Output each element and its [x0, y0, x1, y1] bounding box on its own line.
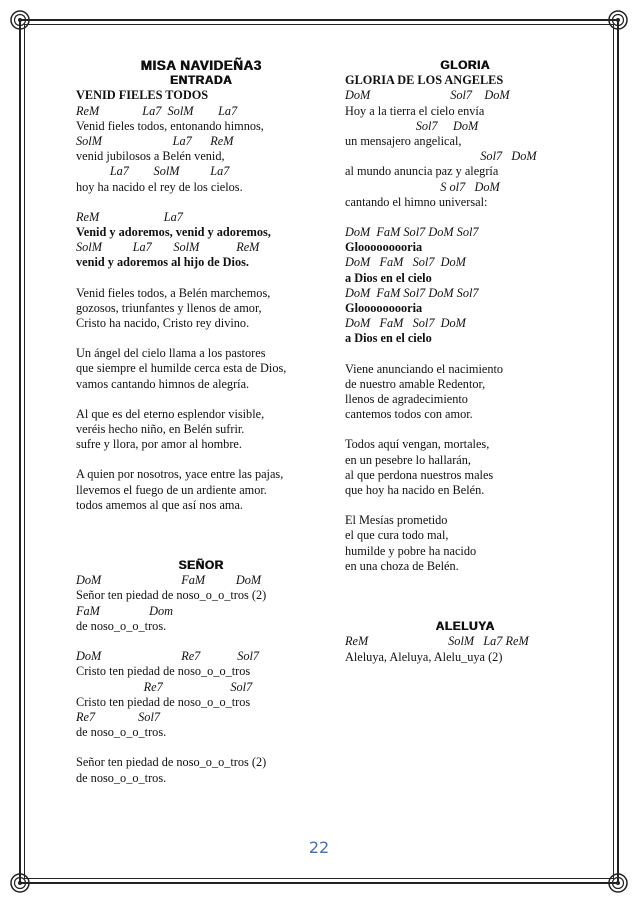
lyric-line: Cristo ten piedad de noso_o_o_tros: [76, 664, 251, 679]
lyric-line: de noso_o_o_tros.: [76, 618, 167, 633]
lyric-line: el que cura todo mal,: [345, 528, 449, 543]
lyric-line: llenos de agradecimiento: [345, 392, 468, 407]
lyric-line-bold: Glooooooooria: [345, 240, 423, 255]
lyric-line: Aleluya, Aleluya, Alelu_uya (2): [345, 649, 503, 664]
lyric-line: llevemos el fuego de un ardiente amor.: [76, 482, 267, 497]
chord-line: FaM Dom: [76, 603, 174, 618]
corner-ornament-icon: [607, 872, 629, 894]
lyric-line: Todos aquí vengan, mortales,: [345, 437, 490, 452]
lyric-line: que hoy ha nacido en Belén.: [345, 483, 485, 498]
lyric-line: A quien por nosotros, yace entre las pajas,: [76, 467, 284, 482]
stanzas-block: [76, 286, 326, 513]
corner-ornament-icon: [9, 9, 31, 31]
lyric-line: Un ángel del cielo llama a los pastores: [76, 346, 266, 361]
lyric-line: Hoy a la tierra el cielo envía: [345, 103, 485, 118]
corner-ornament-icon: [607, 9, 629, 31]
lyric-line-bold: Glooooooooria: [345, 301, 423, 316]
chord-line: DoM FaM Sol7 DoM Sol7: [345, 225, 479, 240]
lyric-line: un mensajero angelical,: [345, 134, 462, 149]
lyric-line: sufre y llora, por amor al hombre.: [76, 437, 242, 452]
left-column: [76, 58, 326, 786]
lyric-line: al que perdona nuestros males: [345, 467, 494, 482]
lyric-line: veréis hecho niño, en Belén sufrir.: [76, 422, 245, 437]
chord-line: ReM La7 SolM La7: [76, 103, 238, 118]
senor-lyrics: [76, 573, 326, 785]
lyric-line: Al que es del eterno esplendor visible,: [76, 406, 265, 421]
chord-line: ReM La7: [76, 209, 183, 224]
lyric-line: Cristo ha nacido, Cristo rey divino.: [76, 316, 250, 331]
aleluya-lyrics: [345, 634, 585, 664]
chorus-block: [76, 210, 326, 271]
song-title: VENID FIELES TODOS: [76, 88, 209, 103]
lyric-line: todos amemos al que así nos ama.: [76, 497, 243, 512]
song-title: GLORIA DE LOS ANGELES: [345, 73, 504, 88]
chord-line: DoM FaM Sol7 DoM Sol7: [345, 285, 479, 300]
chord-line: DoM FaM Sol7 DoM: [345, 316, 466, 331]
lyric-line: Cristo ten piedad de noso_o_o_tros: [76, 694, 251, 709]
lyric-line: humilde y pobre ha nacido: [345, 543, 477, 558]
chord-line: Sol7 DoM: [345, 149, 537, 164]
page-number: 22: [308, 838, 330, 857]
lyric-line: gozosos, triunfantes y llenos de amor,: [76, 300, 262, 315]
lyric-line-bold: a Dios en el cielo: [345, 331, 432, 346]
lyric-line: Señor ten piedad de noso_o_o_tros (2): [76, 755, 267, 770]
lyric-line: Venid fieles todos, entonando himnos,: [76, 118, 264, 133]
section-heading-senor: SEÑOR: [178, 558, 224, 573]
verse-block: [345, 88, 585, 210]
chord-line: DoM Sol7 DoM: [345, 88, 510, 103]
section-heading-entrada: ENTRADA: [169, 73, 233, 88]
chord-line: Sol7 DoM: [345, 118, 479, 133]
lyric-line-bold: venid y adoremos al hijo de Dios.: [76, 255, 249, 270]
lyric-line: de noso_o_o_tros.: [76, 770, 167, 785]
stanzas-block: [345, 362, 585, 574]
chord-line: Re7 Sol7: [76, 709, 161, 724]
lyric-line: venid jubilosos a Belén venid,: [76, 149, 225, 164]
lyric-line: El Mesías prometido: [345, 513, 448, 528]
lyric-line: Viene anunciando el nacimiento: [345, 361, 504, 376]
right-column: [345, 58, 585, 665]
lyric-line: cantemos todos con amor.: [345, 407, 473, 422]
chord-line: Re7 Sol7: [76, 679, 253, 694]
chord-line: ReM SolM La7 ReM: [345, 634, 529, 649]
lyric-line: hoy ha nacido el rey de los cielos.: [76, 179, 243, 194]
corner-ornament-icon: [9, 872, 31, 894]
section-heading-gloria: GLORIA: [440, 58, 490, 72]
lyric-line: que siempre el humilde cerca esta de Dios,: [76, 361, 287, 376]
lyric-line: al mundo anuncia paz y alegría: [345, 164, 499, 179]
lyric-line: en una choza de Belén.: [345, 558, 459, 573]
lyric-line-bold: Venid y adoremos, venid y adoremos,: [76, 225, 271, 240]
chord-line: S ol7 DoM: [345, 179, 500, 194]
lyric-line: cantando el himno universal:: [345, 194, 488, 209]
lyric-line: en un pesebre lo hallarán,: [345, 452, 471, 467]
chord-line: SolM La7 ReM: [76, 134, 234, 149]
lyric-line: Venid fieles todos, a Belén marchemos,: [76, 285, 271, 300]
verse-block: [76, 104, 326, 195]
chord-line: DoM FaM Sol7 DoM: [345, 255, 466, 270]
document-title: MISA NAVIDEÑA3: [140, 58, 262, 73]
chord-line: La7 SolM La7: [76, 164, 230, 179]
lyric-line-bold: a Dios en el cielo: [345, 270, 432, 285]
section-heading-aleluya: ALELUYA: [435, 619, 495, 634]
chorus-block: [345, 225, 585, 347]
lyric-line: de nuestro amable Redentor,: [345, 376, 486, 391]
chord-line: SolM La7 SolM ReM: [76, 240, 260, 255]
lyric-line: de noso_o_o_tros.: [76, 725, 167, 740]
chord-line: DoM Re7 Sol7: [76, 649, 260, 664]
lyric-line: vamos cantando himnos de alegría.: [76, 376, 250, 391]
lyric-line: Señor ten piedad de noso_o_o_tros (2): [76, 588, 267, 603]
chord-line: DoM FaM DoM: [76, 573, 262, 588]
